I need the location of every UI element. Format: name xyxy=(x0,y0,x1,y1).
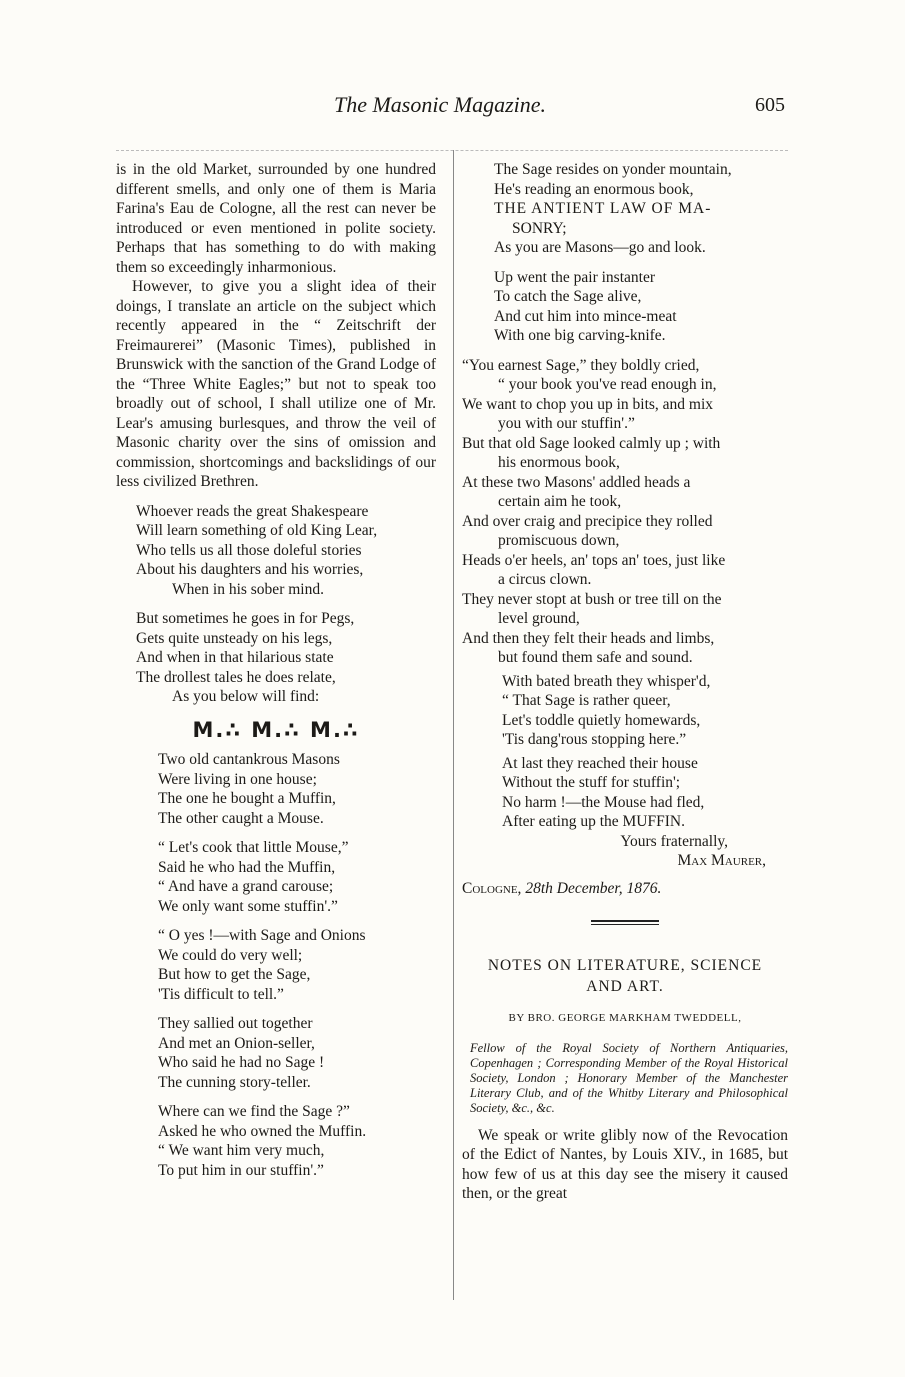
author-credentials: Fellow of the Royal Society of Northern Antiquaries, Copenhagen ; Corresponding Member of the Royal Historical Society, London ; Honorary Member of the Manchester Literary Club, and of the Whitby Literary and Philosophical Society, &c., &c. xyxy=(470,1040,788,1115)
poem-line: a circus clown. xyxy=(498,571,592,588)
poem-line: After eating up the MUFFIN. xyxy=(502,813,685,830)
poem-line: certain aim he took, xyxy=(498,493,622,510)
poem-line: And when in that hilarious state xyxy=(136,649,334,666)
poem-line: As you below will find: xyxy=(172,688,320,705)
poem-line: But how to get the Sage, xyxy=(158,966,311,983)
poem-line: The Sage resides on yonder mountain, xyxy=(494,161,732,178)
poem-stanza xyxy=(116,502,436,600)
poem-line: Gets quite unsteady on his legs, xyxy=(136,629,333,647)
left-column xyxy=(116,160,436,1180)
page-header xyxy=(0,92,905,132)
section-title-line: AND ART. xyxy=(586,978,664,995)
poem-line: Who tells us all those doleful stories xyxy=(136,541,362,559)
poem-stanza xyxy=(116,838,436,916)
page-number: 605 xyxy=(755,94,785,116)
header-rule xyxy=(116,150,788,151)
section-title xyxy=(462,955,788,997)
magazine-title: The Masonic Magazine. xyxy=(333,92,547,117)
poem-line: And over craig and precipice they rolled xyxy=(462,512,713,530)
poem-line: The one he bought a Muffin, xyxy=(158,790,336,807)
poem-line: The drollest tales he does relate, xyxy=(136,668,336,686)
dateline xyxy=(462,879,788,899)
poem-stanza xyxy=(116,1014,436,1092)
dateline-date: 28th December, 1876. xyxy=(525,879,662,897)
poem-line: “You earnest Sage,” they boldly cried, xyxy=(462,356,700,374)
paragraph: is in the old Market, surrounded by one hundred different smells, and only one of them is Maria Farina's Eau de Cologne, all the rest can never be introduced or even mentioned in polite society. Perhaps that has something to do with making them so exceedingly inharmonious. xyxy=(116,161,436,276)
poem-line: “ That Sage is rather queer, xyxy=(502,692,671,709)
poem-line: but found them safe and sound. xyxy=(498,649,693,666)
poem-line: Asked he who owned the Muffin. xyxy=(158,1122,367,1140)
poem-line: promiscuous down, xyxy=(498,532,620,549)
poem-line: “ Let's cook that little Mouse,” xyxy=(158,839,349,856)
poem-stanza xyxy=(462,356,788,668)
poem-stanza xyxy=(116,1102,436,1180)
poem-stanza xyxy=(116,926,436,1004)
poem-stanza xyxy=(116,750,436,828)
poem-line: We want to chop you up in bits, and mix xyxy=(462,395,714,413)
signoff: Yours fraternally, xyxy=(620,832,728,850)
poem-line: With bated breath they whisper'd, xyxy=(502,672,711,690)
poem-line: And met an Onion-seller, xyxy=(158,1034,315,1052)
poem-line: Up went the pair instanter xyxy=(494,268,655,286)
poem-line: At last they reached their house xyxy=(502,754,698,772)
dateline-place: Cologne, xyxy=(462,879,522,897)
poem-line: “ We want him very much, xyxy=(158,1142,325,1159)
poem-line: We could do very well; xyxy=(158,946,303,964)
poem-line: Heads o'er heels, an' tops an' toes, just like xyxy=(462,551,726,569)
poem-line: They sallied out together xyxy=(158,1015,313,1032)
poem-line: his enormous book, xyxy=(498,454,620,471)
poem-line: Were living in one house; xyxy=(158,770,317,788)
poem-line: With one big carving-knife. xyxy=(494,327,666,344)
poem-line: When in his sober mind. xyxy=(172,580,324,598)
poem-line: And then they felt their heads and limbs, xyxy=(462,629,715,647)
poem-line: Whoever reads the great Shakespeare xyxy=(136,502,369,520)
poem-line: Said he who had the Muffin, xyxy=(158,858,336,876)
poem-line: you with our stuffin'.” xyxy=(498,415,635,432)
poem-line: Without the stuff for stuffin'; xyxy=(502,774,681,791)
poem-stanza xyxy=(462,672,788,750)
section-title-line: NOTES ON LITERATURE, SCIENCE xyxy=(487,957,763,974)
paragraph: However, to give you a slight idea of their doings, I translate an article on the subject which recently appeared in the “ Zeitschrift der Freimaurerei” (Masonic Times), published in Brunswick with the sanction of the Grand Lodge of the “Three White Eagles;” but not to speak too broadly out of school, I shall utilize one of Mr. Lear's amusing burlesques, and throw the veil of Masonic charity over the sins of omission and commission, shortcomings and backslidings of our less civilized Brethren. xyxy=(116,278,436,490)
poem-line: But that old Sage looked calmly up ; with xyxy=(462,434,721,452)
poem-line: 'Tis dang'rous stopping here.” xyxy=(502,731,687,748)
poem-line: SONRY; xyxy=(512,219,567,237)
byline: BY BRO. GEORGE MARKHAM TWEDDELL, xyxy=(508,1012,742,1024)
poem-line: As you are Masons—go and look. xyxy=(494,239,706,256)
poem-line: About his daughters and his worries, xyxy=(136,561,364,578)
poem-line: THE ANTIENT LAW OF MA- xyxy=(494,200,712,217)
poem-line: Where can we find the Sage ?” xyxy=(158,1103,350,1120)
column-divider xyxy=(453,150,454,1300)
poem-line: level ground, xyxy=(498,610,580,627)
paragraph: We speak or write glibly now of the Revocation of the Edict of Nantes, by Louis XIV., in 1685, but how few of us at this day see the misery it caused then, or the great xyxy=(462,1126,788,1202)
poem-line: They never stopt at bush or tree till on the xyxy=(462,590,722,608)
poem-stanza xyxy=(116,609,436,707)
poem-line: Let's toddle quietly homewards, xyxy=(502,711,701,729)
poem-line: Two old cantankrous Masons xyxy=(158,751,340,768)
poem-stanza xyxy=(462,268,788,346)
poem-stanza xyxy=(462,754,788,832)
poem-line: And cut him into mince-meat xyxy=(494,307,677,325)
poem-stanza xyxy=(462,160,788,258)
poem-line: 'Tis difficult to tell.” xyxy=(158,985,284,1003)
poem-line: He's reading an enormous book, xyxy=(494,180,694,198)
poem-line: But sometimes he goes in for Pegs, xyxy=(136,610,355,627)
poem-line: To catch the Sage alive, xyxy=(494,288,642,305)
poem-line: We only want some stuffin'.” xyxy=(158,897,338,915)
poem-line: Who said he had no Sage ! xyxy=(158,1054,325,1071)
poem-line: The other caught a Mouse. xyxy=(158,809,324,827)
poem-line: “ And have a grand carouse; xyxy=(158,878,334,895)
section-rule xyxy=(591,920,659,925)
right-column xyxy=(462,160,788,1204)
poem-line: To put him in our stuffin'.” xyxy=(158,1161,324,1179)
poem-line: At these two Masons' addled heads a xyxy=(462,473,691,491)
poem-line: “ your book you've read enough in, xyxy=(498,376,717,393)
poem-line: Will learn something of old King Lear, xyxy=(136,522,378,539)
signature: Max Maurer, xyxy=(677,852,766,869)
poem-line: No harm !—the Mouse had fled, xyxy=(502,793,705,811)
poem-heading: M.∴ M.∴ M.∴ xyxy=(192,717,360,742)
poem-line: The cunning story-teller. xyxy=(158,1073,311,1091)
poem-line: “ O yes !—with Sage and Onions xyxy=(158,927,366,944)
